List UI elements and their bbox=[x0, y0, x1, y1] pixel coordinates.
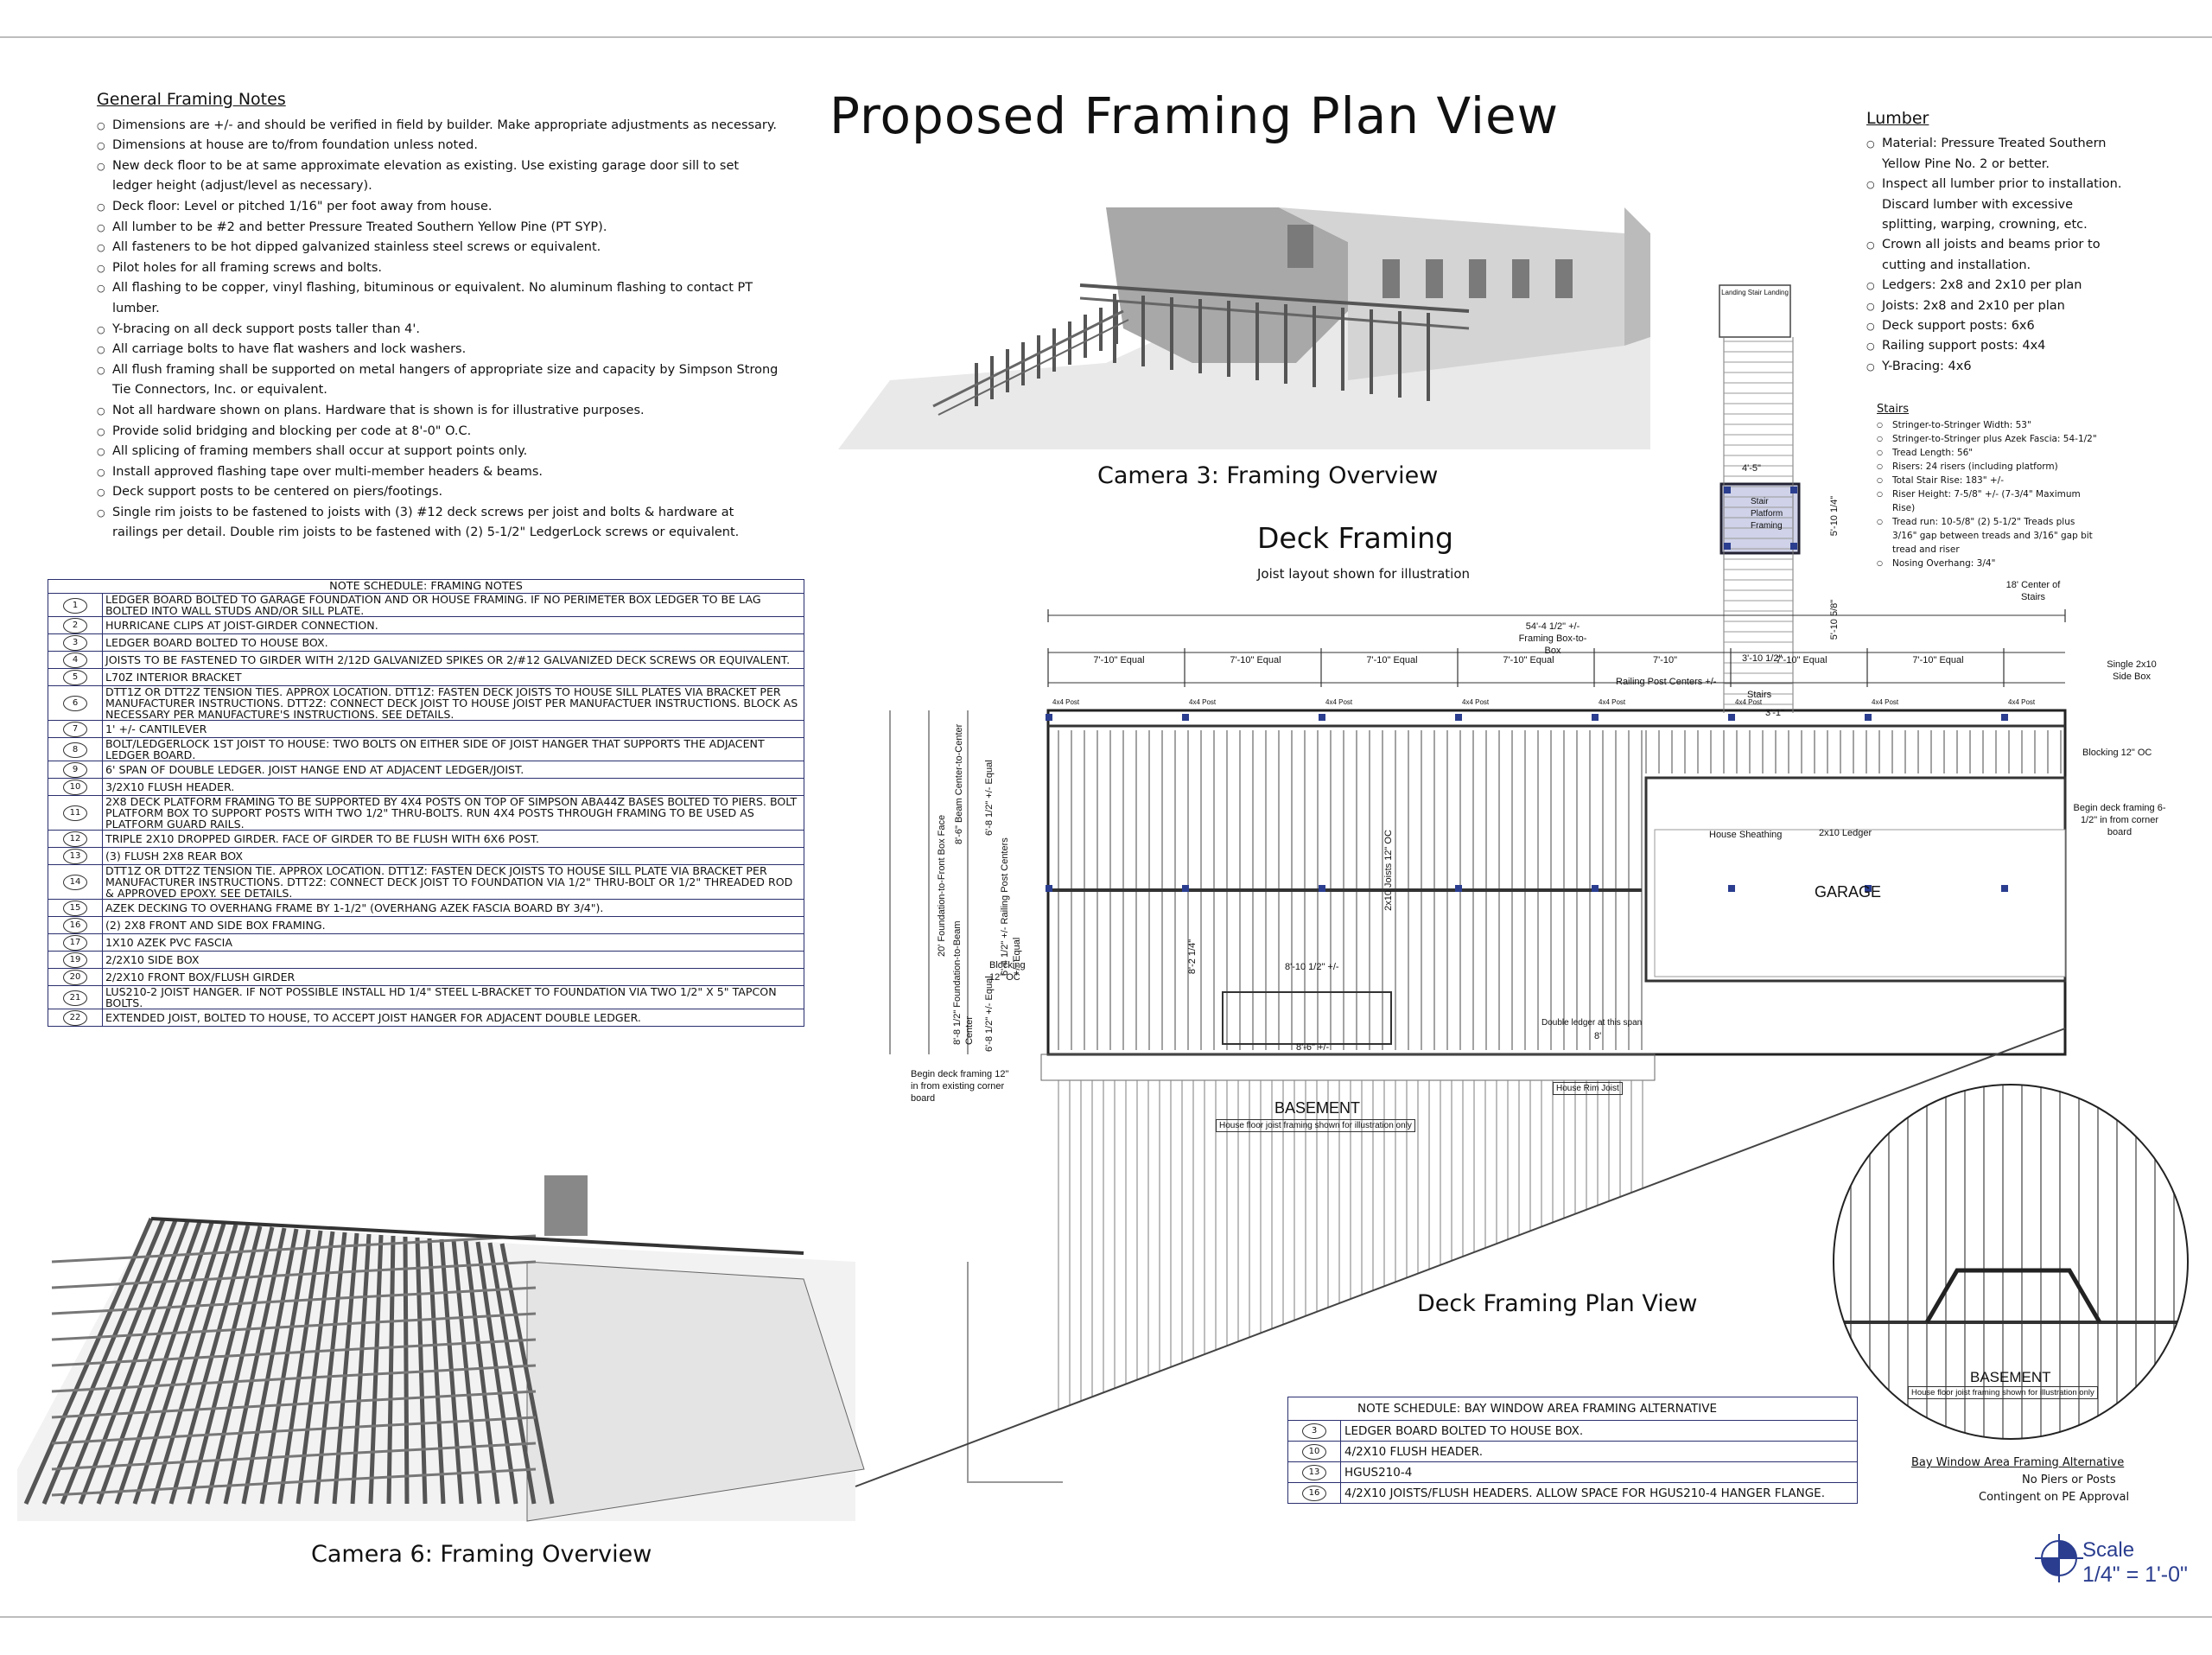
note-number: 3 bbox=[63, 635, 87, 651]
span-dim: 7'-10" Equal bbox=[1366, 655, 1418, 665]
note-text: LEDGER BOARD BOLTED TO HOUSE BOX. bbox=[1341, 1421, 1858, 1442]
general-note-item: ○ Dimensions are +/- and should be verified in field by builder. Make appropriate adjustments as necessary. bbox=[97, 116, 779, 137]
lumber-heading: Lumber bbox=[1866, 109, 1929, 128]
note-text: 1' +/- CANTILEVER bbox=[103, 721, 804, 738]
post-label: 4x4 Post bbox=[1872, 698, 1899, 706]
begin-right-note: Begin deck framing 6-1/2" in from corner board bbox=[2073, 803, 2166, 837]
general-note-item: ○ All flush framing shall be supported on metal hangers of appropriate size and capacity by Simpson Strong Tie Connectors, Inc. or equivalent. bbox=[97, 360, 779, 401]
note-text: 2/2X10 FRONT BOX/FLUSH GIRDER bbox=[103, 969, 804, 986]
note-number: 22 bbox=[63, 1010, 87, 1026]
note-text: (2) 2X8 FRONT AND SIDE BOX FRAMING. bbox=[103, 917, 804, 934]
note-number: 17 bbox=[63, 935, 87, 951]
note-number: 12 bbox=[63, 831, 87, 847]
span-dim: 7'-10" Equal bbox=[1093, 655, 1145, 665]
stairs-item: ○ Nosing Overhang: 3/4" bbox=[1877, 557, 2101, 570]
bay-dim: 8'-10 1/2" +/- bbox=[1285, 962, 1339, 972]
bay-note-1: No Piers or Posts bbox=[2022, 1474, 2116, 1486]
post-label: 4x4 Post bbox=[1052, 698, 1080, 706]
span-dim: 7'-10" Equal bbox=[1230, 655, 1281, 665]
span-dim: 7'-10" Equal bbox=[1776, 655, 1827, 665]
bay-schedule-title: NOTE SCHEDULE: BAY WINDOW AREA FRAMING ALTERNATIVE bbox=[1288, 1397, 1858, 1421]
general-note-item: ○ Dimensions at house are to/from foundation unless noted. bbox=[97, 136, 779, 156]
stair-dim: 3'-10 1/2" bbox=[1742, 653, 1783, 664]
basement2-note: House floor joist framing shown for illustration only bbox=[1908, 1386, 2098, 1399]
bay-title: Bay Window Area Framing Alternative bbox=[1911, 1456, 2125, 1469]
bay-dim-3: 8'-6" +/- bbox=[1296, 1042, 1330, 1053]
general-note-item: ○ All flashing to be copper, vinyl flashing, bituminous or equivalent. No aluminum flashing to contact PT lumber. bbox=[97, 278, 779, 319]
note-number: 19 bbox=[63, 952, 87, 968]
lumber-item: ○ Inspect all lumber prior to installation. Discard lumber with excessive splitting, warping, crowning, etc. bbox=[1866, 175, 2126, 235]
bay-dim-2: 8' bbox=[1594, 1031, 1602, 1041]
camera6-caption: Camera 6: Framing Overview bbox=[311, 1541, 652, 1568]
center-stairs-dim: 18' Center of Stairs bbox=[2005, 580, 2061, 602]
basement2-label: BASEMENT bbox=[1970, 1369, 2051, 1385]
note-text: LEDGER BOARD BOLTED TO GARAGE FOUNDATION AND OR HOUSE FRAMING. IF NO PERIMETER BOX LEDGER TO BE LAG BOLTED INTO WALL STUDS AND/OR SILL PLATE. bbox=[103, 594, 804, 617]
lumber-item: ○ Ledgers: 2x8 and 2x10 per plan bbox=[1866, 276, 2126, 296]
note-schedule-title: NOTE SCHEDULE: FRAMING NOTES bbox=[48, 580, 804, 594]
note-number: 21 bbox=[63, 990, 87, 1006]
general-note-item: ○ All fasteners to be hot dipped galvanized stainless steel screws or equivalent. bbox=[97, 238, 779, 258]
blocking-right-note: Blocking 12" OC bbox=[2082, 748, 2152, 758]
note-text: 4/2X10 JOISTS/FLUSH HEADERS. ALLOW SPACE FOR HGUS210-4 HANGER FLANGE. bbox=[1341, 1483, 1858, 1504]
note-number: 7 bbox=[63, 722, 87, 737]
double-ledger-label: Double ledger at this span bbox=[1541, 1018, 1643, 1028]
note-number: 15 bbox=[63, 901, 87, 916]
note-text: HURRICANE CLIPS AT JOIST-GIRDER CONNECTION. bbox=[103, 617, 804, 634]
stairs-item: ○ Stringer-to-Stringer Width: 53" bbox=[1877, 418, 2101, 432]
stairs-item: ○ Riser Height: 7-5/8" +/- (7-3/4" Maximum Rise) bbox=[1877, 487, 2101, 515]
note-text: 2X8 DECK PLATFORM FRAMING TO BE SUPPORTED BY 4X4 POSTS ON TOP OF SIMPSON ABA44Z BASES BOLTED TO PIERS. BOLT PLATFORM BOX TO SUPPORT POSTS WITH TWO 1/2" THRU-BOLTS. RUN 4X4 POSTS THROUGH FRAMING TO BE USED AS PLATFORM GUARD RAILS. bbox=[103, 796, 804, 831]
left-dim-1: 8'-6" Beam Center-to-Center bbox=[954, 723, 964, 844]
stair-dim-2: 3'-1" bbox=[1765, 708, 1784, 718]
general-note-item: ○ All carriage bolts to have flat washers and lock washers. bbox=[97, 340, 779, 360]
joists-note: 2x10 Joists 12" OC bbox=[1382, 830, 1394, 911]
camera3-render bbox=[838, 207, 1650, 449]
general-note-item: ○ Install approved flashing tape over multi-member headers & beams. bbox=[97, 462, 779, 483]
note-text: JOISTS TO BE FASTENED TO GIRDER WITH 2/12D GALVANIZED SPIKES OR 2/#12 GALVANIZED DECK SCREWS OR EQUIVALENT. bbox=[103, 652, 804, 669]
note-number: 16 bbox=[63, 918, 87, 933]
bay-note-2: Contingent on PE Approval bbox=[1979, 1491, 2130, 1504]
note-text: 3/2X10 FLUSH HEADER. bbox=[103, 779, 804, 796]
scale-block bbox=[2082, 1538, 2188, 1588]
railing-centers-note: Railing Post Centers +/- bbox=[1616, 677, 1717, 687]
lumber-item: ○ Railing support posts: 4x4 bbox=[1866, 336, 2126, 356]
basement-label: BASEMENT bbox=[1274, 1099, 1361, 1117]
general-note-item: ○ Pilot holes for all framing screws and bolts. bbox=[97, 258, 779, 279]
post-label: 4x4 Post bbox=[1325, 698, 1353, 706]
general-note-item: ○ Not all hardware shown on plans. Hardware that is shown is for illustrative purposes. bbox=[97, 401, 779, 422]
note-number: 13 bbox=[1302, 1465, 1326, 1480]
stairs-item: ○ Risers: 24 risers (including platform) bbox=[1877, 460, 2101, 474]
lumber-item: ○ Crown all joists and beams prior to cutting and installation. bbox=[1866, 235, 2126, 276]
note-text: BOLT/LEDGERLOCK 1ST JOIST TO HOUSE: TWO BOLTS ON EITHER SIDE OF JOIST HANGER THAT SUPPORTS THE ADJACENT LEDGER BOARD. bbox=[103, 738, 804, 761]
landing-dim: 4'-5" bbox=[1742, 463, 1761, 474]
left-dim-5: 6'-8 1/2" +/- Equal bbox=[984, 976, 995, 1052]
note-number: 5 bbox=[63, 670, 87, 685]
general-note-item: ○ Single rim joists to be fastened to joists with (3) #12 deck screws per joist and bolts & hardware at railings per detail. Double rim joists to be fastened with (2) 5-1/2" LedgerLock screws or equivalent. bbox=[97, 503, 779, 544]
span-dim: 7'-10" Equal bbox=[1912, 655, 1964, 665]
note-text: 2/2X10 SIDE BOX bbox=[103, 952, 804, 969]
note-text: (3) FLUSH 2X8 REAR BOX bbox=[103, 848, 804, 865]
note-number: 9 bbox=[63, 762, 87, 778]
mid-dim: 8'-2 1/4" bbox=[1187, 939, 1198, 975]
page-title: Proposed Framing Plan View bbox=[830, 86, 1560, 145]
general-note-item: ○ All splicing of framing members shall occur at support points only. bbox=[97, 442, 779, 462]
note-number: 6 bbox=[63, 696, 87, 711]
general-note-item: ○ New deck floor to be at same approximate elevation as existing. Use existing garage door sill to set ledger height (adjust/level as necessary). bbox=[97, 156, 779, 197]
landing-label: Landing Stair Landing bbox=[1721, 289, 1789, 296]
note-number: 14 bbox=[63, 875, 87, 890]
left-dim-4: 8'-8 1/2" Foundation-to-Beam Center bbox=[952, 920, 975, 1045]
left-dim-3: 6'-4 1/2" +/- Railing Post Centers +/- Equal bbox=[1000, 837, 1022, 976]
general-note-item: ○ Provide solid bridging and blocking per code at 8'-0" O.C. bbox=[97, 422, 779, 442]
lumber-item: ○ Deck support posts: 6x6 bbox=[1866, 316, 2126, 336]
note-text: LUS210-2 JOIST HANGER. IF NOT POSSIBLE INSTALL HD 1/4" STEEL L-BRACKET TO FOUNDATION VIA TWO 1/2" X 5" TAPCON BOLTS. bbox=[103, 986, 804, 1009]
note-text: 1X10 AZEK PVC FASCIA bbox=[103, 934, 804, 952]
note-text: DTT1Z OR DTT2Z TENSION TIES. APPROX LOCATION. DTT1Z: FASTEN DECK JOISTS TO HOUSE SILL PLATES VIA BRACKET PER MANUFACTURER INSTRUCTIONS. DTT2Z: CONNECT DECK JOIST TO HOUSE JOIST PER MANUFACTUER INSTRUCTIONS. BLOCK AS NECESSARY PER MANUFACTURE'S INSTRUCTIONS. SEE DETAILS. bbox=[103, 686, 804, 721]
vert-dim-1: 5'-10 1/4" bbox=[1829, 495, 1840, 537]
general-note-item: ○ All lumber to be #2 and better Pressure Treated Southern Yellow Pine (PT SYP). bbox=[97, 218, 779, 239]
post-label: 4x4 Post bbox=[1599, 698, 1626, 706]
house-sheathing-label: House Sheathing bbox=[1709, 830, 1783, 840]
note-text: L70Z INTERIOR BRACKET bbox=[103, 669, 804, 686]
general-note-item: ○ Deck floor: Level or pitched 1/16" per foot away from house. bbox=[97, 197, 779, 218]
overall-dim: 54'-4 1/2" +/- Framing Box-to-Box bbox=[1518, 621, 1587, 656]
post-label: 4x4 Post bbox=[1462, 698, 1490, 706]
span-dim: 7'-10" Equal bbox=[1503, 655, 1554, 665]
single-box-note: Single 2x10 Side Box bbox=[2107, 659, 2157, 682]
note-number: 2 bbox=[63, 618, 87, 633]
note-number: 20 bbox=[63, 970, 87, 985]
stairs-item: ○ Total Stair Rise: 183" +/- bbox=[1877, 474, 2101, 487]
note-number: 3 bbox=[1302, 1423, 1326, 1439]
lumber-item: ○ Joists: 2x8 and 2x10 per plan bbox=[1866, 296, 2126, 316]
joist-note: Joist layout shown for illustration bbox=[1257, 566, 1471, 582]
stair-platform-label: Stair Platform Framing bbox=[1751, 497, 1783, 531]
vert-dim-2: 5'-10 5/8" bbox=[1829, 599, 1840, 640]
general-notes-heading: General Framing Notes bbox=[97, 90, 286, 109]
note-text: HGUS210-4 bbox=[1341, 1462, 1858, 1483]
note-number: 11 bbox=[63, 805, 87, 821]
note-text: LEDGER BOARD BOLTED TO HOUSE BOX. bbox=[103, 634, 804, 652]
note-number: 10 bbox=[1302, 1444, 1326, 1460]
note-text: TRIPLE 2X10 DROPPED GIRDER. FACE OF GIRDER TO BE FLUSH WITH 6X6 POST. bbox=[103, 831, 804, 848]
general-note-item: ○ Deck support posts to be centered on piers/footings. bbox=[97, 482, 779, 503]
camera3-caption: Camera 3: Framing Overview bbox=[1097, 462, 1439, 489]
stairs-item: ○ Stringer-to-Stringer plus Azek Fascia: 54-1/2" bbox=[1877, 432, 2101, 446]
scale-label: Scale bbox=[2082, 1538, 2135, 1562]
note-text: EXTENDED JOIST, BOLTED TO HOUSE, TO ACCEPT JOIST HANGER FOR ADJACENT DOUBLE LEDGER. bbox=[103, 1009, 804, 1027]
left-dim-2: 6'-8 1/2" +/- Equal bbox=[984, 760, 995, 836]
note-text: AZEK DECKING TO OVERHANG FRAME BY 1-1/2" (OVERHANG AZEK FASCIA BOARD BY 3/4"). bbox=[103, 900, 804, 917]
deck-framing-heading: Deck Framing bbox=[1257, 521, 1454, 555]
note-number: 13 bbox=[63, 849, 87, 864]
lumber-item: ○ Y-Bracing: 4x6 bbox=[1866, 357, 2126, 377]
note-text: DTT1Z OR DTT2Z TENSION TIE. APPROX LOCATION. DTT1Z: FASTEN DECK JOISTS TO HOUSE SILL PLATE VIA BRACKET PER MANUFACTURER INSTRUCTIONS. DTT2Z: CONNECT DECK JOIST TO FOUNDATION VIA 1/2" THRU-BOLT OR 1/2" THREADED ROD & APPROVED EPOXY. SEE DETAILS. bbox=[103, 865, 804, 900]
note-text: 4/2X10 FLUSH HEADER. bbox=[1341, 1442, 1858, 1462]
scale-value: 1/4" = 1'-0" bbox=[2082, 1563, 2188, 1587]
plan-view-caption: Deck Framing Plan View bbox=[1417, 1290, 1698, 1317]
post-label: 4x4 Post bbox=[1735, 698, 1763, 706]
scale-symbol bbox=[2035, 1534, 2083, 1582]
span-dim: 7'-10" bbox=[1652, 655, 1678, 665]
note-text: 6' SPAN OF DOUBLE LEDGER. JOIST HANGE END AT ADJACENT LEDGER/JOIST. bbox=[103, 761, 804, 779]
general-note-item: ○ Y-bracing on all deck support posts taller than 4'. bbox=[97, 320, 779, 341]
post-label: 4x4 Post bbox=[1189, 698, 1217, 706]
stairs-item: ○ Tread run: 10-5/8" (2) 5-1/2" Treads plus 3/16" gap between treads and 3/16" gap bit tread and riser bbox=[1877, 515, 2101, 557]
house-rim-label: House Rim Joist bbox=[1553, 1082, 1623, 1095]
note-number: 10 bbox=[63, 780, 87, 795]
note-number: 4 bbox=[63, 652, 87, 668]
foundation-dim: 20' Foundation-to-Front Box Face bbox=[937, 814, 947, 957]
camera6-render bbox=[17, 1175, 864, 1521]
begin-left-note: Begin deck framing 12" in from existing corner board bbox=[911, 1069, 1009, 1104]
note-number: 1 bbox=[63, 598, 87, 614]
post-label: 4x4 Post bbox=[2008, 698, 2036, 706]
stairs-label: Stairs bbox=[1747, 690, 1772, 700]
garage-label: GARAGE bbox=[1815, 883, 1882, 901]
stairs-heading: Stairs bbox=[1877, 403, 1910, 416]
lumber-item: ○ Material: Pressure Treated Southern Yellow Pine No. 2 or better. bbox=[1866, 134, 2126, 175]
note-number: 16 bbox=[1302, 1486, 1326, 1501]
blocking-left-note: Blocking 12" OC bbox=[989, 960, 1026, 983]
basement-note: House floor joist framing shown for illustration only bbox=[1216, 1119, 1415, 1132]
ledger-label: 2x10 Ledger bbox=[1819, 828, 1872, 838]
note-number: 8 bbox=[63, 742, 87, 758]
stairs-item: ○ Tread Length: 56" bbox=[1877, 446, 2101, 460]
